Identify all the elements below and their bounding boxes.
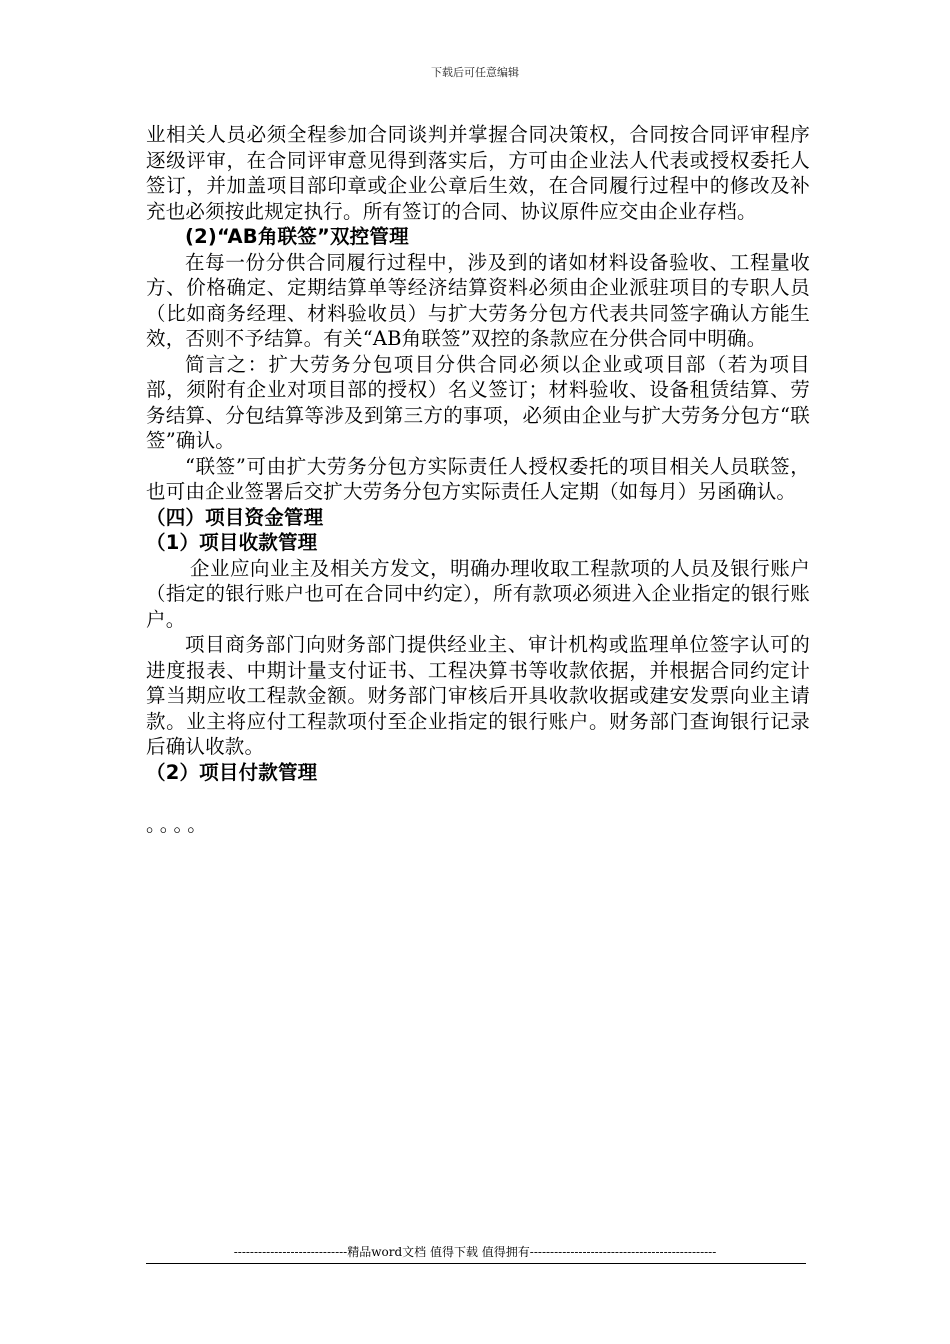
paragraph-collection-process: 项目商务部门向财务部门提供经业主、审计机构或监理单位签字认可的进度报表、中期计量支付证书、工程决算书等收款依据，并根据合同约定计算当期应收工程款金额。财务部门审核后开具收款收据或建安发票向业主请款。业主将应付工程款项付至企业指定的银行账户。财务部门查询银行记录后确认收款。 (146, 633, 810, 758)
paragraph-collection-account: 企业应向业主及相关方发文，明确办理收取工程款项的人员及银行账户（指定的银行账户也可在合同中约定），所有款项必须进入企业指定的银行账户。 (146, 556, 810, 631)
heading-collection-management: （1）项目收款管理 (146, 531, 318, 554)
paragraph-contract-signing: 业相关人员必须全程参加合同谈判并掌握合同决策权，合同按合同评审程序逐级评审，在合同评审意见得到落实后，方可由企业法人代表或授权委托人签订，并加盖项目部印章或企业公章后生效，在合同履行过程中的修改及补充也必须按此规定执行。所有签订的合同、协议原件应交由企业存档。 (146, 123, 810, 223)
ellipsis-dots: 。。。。 (146, 813, 211, 836)
heading-payment-management: （2）项目付款管理 (146, 760, 318, 784)
document-body (146, 122, 810, 838)
paragraph-joint-signing: “联签”可由扩大劳务分包方实际责任人授权委托的项目相关人员联签，也可由企业签署后交扩大劳务分包方实际责任人定期（如每月）另函确认。 (146, 454, 810, 503)
footer-divider (146, 1263, 806, 1264)
heading-ab-dual-control: (2)“AB角联签”双控管理 (185, 225, 409, 248)
paragraph-summary: 简言之：扩大劳务分包项目分供合同必须以企业或项目部（若为项目部，须附有企业对项目部的授权）名义签订；材料验收、设备租赁结算、劳务结算、分包结算等涉及到第三方的事项，必须由企业与扩大劳务分包方“联签”确认。 (146, 352, 810, 452)
page-header: 下载后可任意编辑 (431, 66, 519, 79)
heading-fund-management: （四）项目资金管理 (146, 505, 324, 529)
paragraph-ab-dual-control: 在每一份分供合同履行过程中，涉及到的诸如材料设备验收、工程量收方、价格确定、定期结算单等经济结算资料必须由企业派驻项目的专职人员（比如商务经理、材料验收员）与扩大劳务分包方代表共同签字确认方能生效，否则不予结算。有关“AB角联签”双控的条款应在分供合同中明确。 (146, 250, 810, 350)
page-footer: ----------------------------精品word文档 值得下载 值得拥有---------------------------------------------- (233, 1245, 717, 1259)
